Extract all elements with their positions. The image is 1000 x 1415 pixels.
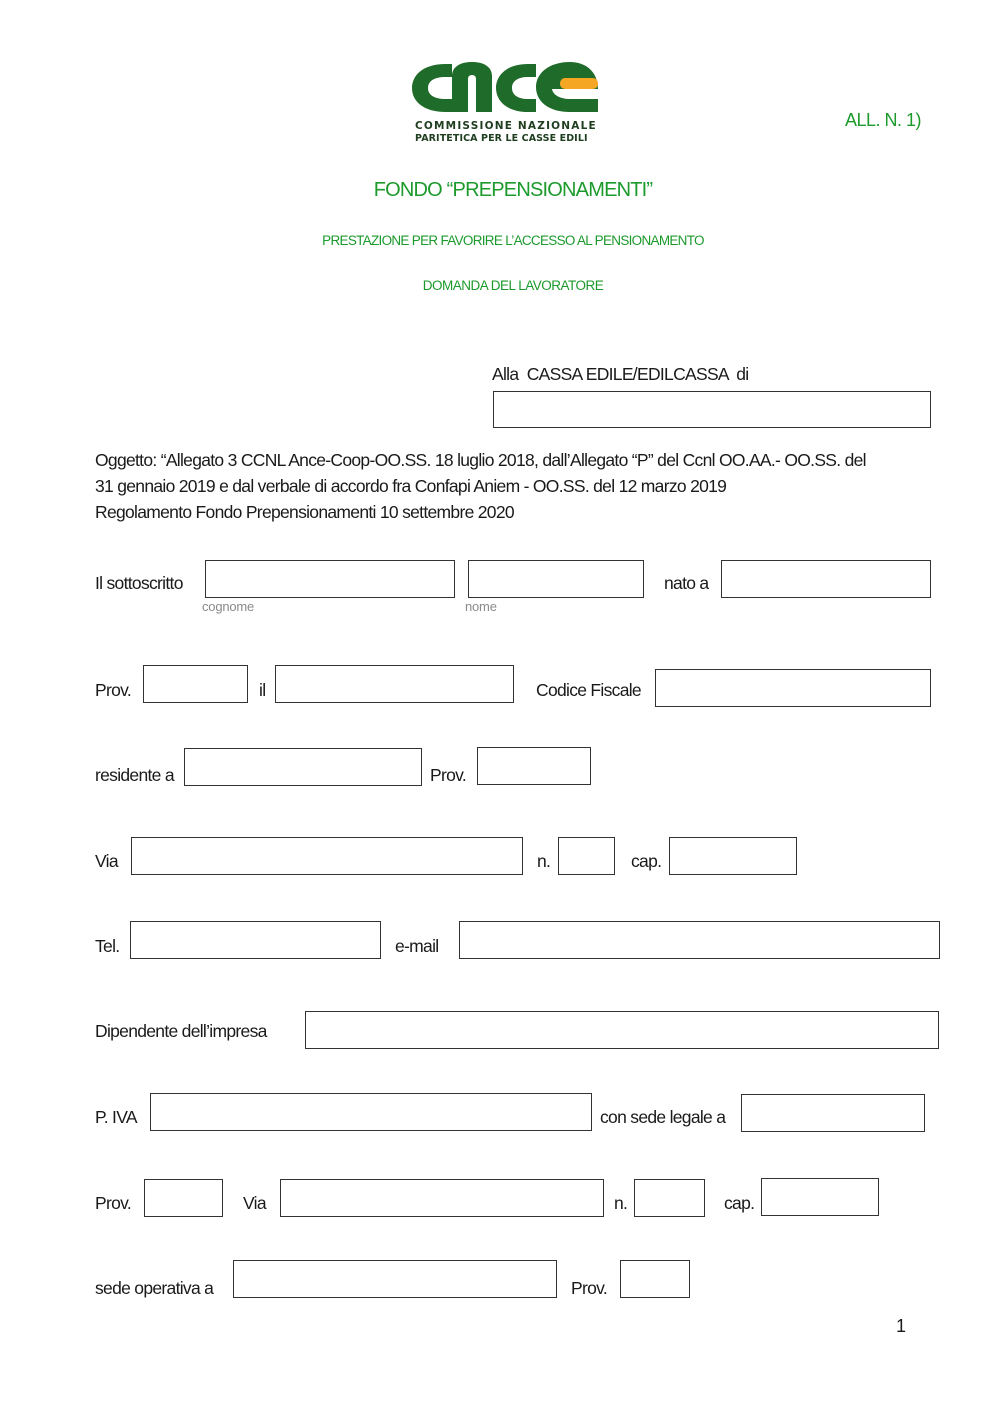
residente-field[interactable]	[184, 748, 422, 786]
via-sede-label: Via	[243, 1193, 266, 1213]
sede-legale-field[interactable]	[741, 1094, 925, 1132]
cognome-field[interactable]	[205, 560, 455, 598]
nome-field[interactable]	[468, 560, 644, 598]
cognome-hint: cognome	[202, 599, 255, 614]
il-label: il	[259, 680, 266, 700]
sede-operativa-label: sede operativa a	[95, 1278, 214, 1298]
codice-fiscale-label: Codice Fiscale	[536, 680, 641, 700]
data-nascita-field[interactable]	[275, 665, 514, 703]
document-type: DOMANDA DEL LAVORATORE	[422, 278, 604, 293]
subject-line-1: Oggetto: “Allegato 3 CCNL Ance-Coop-OO.SS. 18 luglio 2018, dall’Allegato “P” del Ccnl OO.AA.- OO.SS. del	[95, 450, 866, 470]
impresa-field[interactable]	[305, 1011, 939, 1049]
prov-residenza-field[interactable]	[477, 747, 591, 785]
numero-label: n.	[537, 851, 551, 871]
document-subtitle: PRESTAZIONE PER FAVORIRE L’ACCESSO AL PENSIONAMENTO	[322, 233, 704, 248]
sede-operativa-field[interactable]	[233, 1260, 557, 1298]
via-sede-field[interactable]	[280, 1179, 604, 1217]
cap-label: cap.	[631, 851, 662, 871]
attachment-label: ALL. N. 1)	[845, 110, 922, 130]
logo-letter-c1	[412, 64, 452, 112]
sottoscritto-label: Il sottoscritto	[95, 573, 183, 593]
cassa-edile-field[interactable]	[493, 391, 931, 428]
email-label: e-mail	[395, 936, 439, 956]
via-label: Via	[95, 851, 118, 871]
page-number: 1	[896, 1316, 907, 1336]
piva-label: P. IVA	[95, 1107, 137, 1127]
nato-a-field[interactable]	[721, 560, 931, 598]
prov-operativa-label: Prov.	[571, 1278, 608, 1298]
prov-nascita-field[interactable]	[143, 665, 248, 703]
residente-label: residente a	[95, 765, 174, 785]
cap-sede-field[interactable]	[761, 1178, 879, 1216]
addressee-label: Alla CASSA EDILE/EDILCASSA di	[492, 364, 749, 384]
subject-line-3: Regolamento Fondo Prepensionamenti 10 settembre 2020	[95, 502, 514, 522]
email-field[interactable]	[459, 921, 940, 959]
n-sede-field[interactable]	[634, 1179, 705, 1217]
tel-field[interactable]	[130, 921, 381, 959]
numero-field[interactable]	[558, 837, 615, 875]
prov-nascita-label: Prov.	[95, 680, 132, 700]
prov-residenza-label: Prov.	[430, 765, 467, 785]
piva-field[interactable]	[150, 1093, 592, 1131]
document-title: FONDO “PREPENSIONAMENTI”	[373, 179, 653, 201]
sede-legale-label: con sede legale a	[600, 1107, 726, 1127]
tel-label: Tel.	[95, 936, 120, 956]
logo-letter-n	[452, 62, 492, 112]
prov-operativa-field[interactable]	[620, 1260, 690, 1298]
prov-sede-label: Prov.	[95, 1193, 132, 1213]
n-sede-label: n.	[614, 1193, 628, 1213]
prov-sede-field[interactable]	[144, 1179, 223, 1217]
codice-fiscale-field[interactable]	[655, 669, 931, 707]
logo-letter-c2	[496, 64, 536, 112]
logo-caption-line1: COMMISSIONE NAZIONALE	[415, 120, 597, 132]
logo-caption-line2: PARITETICA PER LE CASSE EDILI	[415, 133, 588, 144]
cap-field[interactable]	[669, 837, 797, 875]
cap-sede-label: cap.	[724, 1193, 755, 1213]
via-field[interactable]	[131, 837, 523, 875]
nato-label: nato a	[664, 573, 709, 593]
logo-orange-bar	[560, 78, 598, 89]
dipendente-label: Dipendente dell’impresa	[95, 1021, 267, 1041]
nome-hint: nome	[465, 599, 497, 614]
subject-line-2: 31 gennaio 2019 e dal verbale di accordo fra Confapi Aniem - OO.SS. del 12 marzo 2019	[95, 476, 727, 496]
